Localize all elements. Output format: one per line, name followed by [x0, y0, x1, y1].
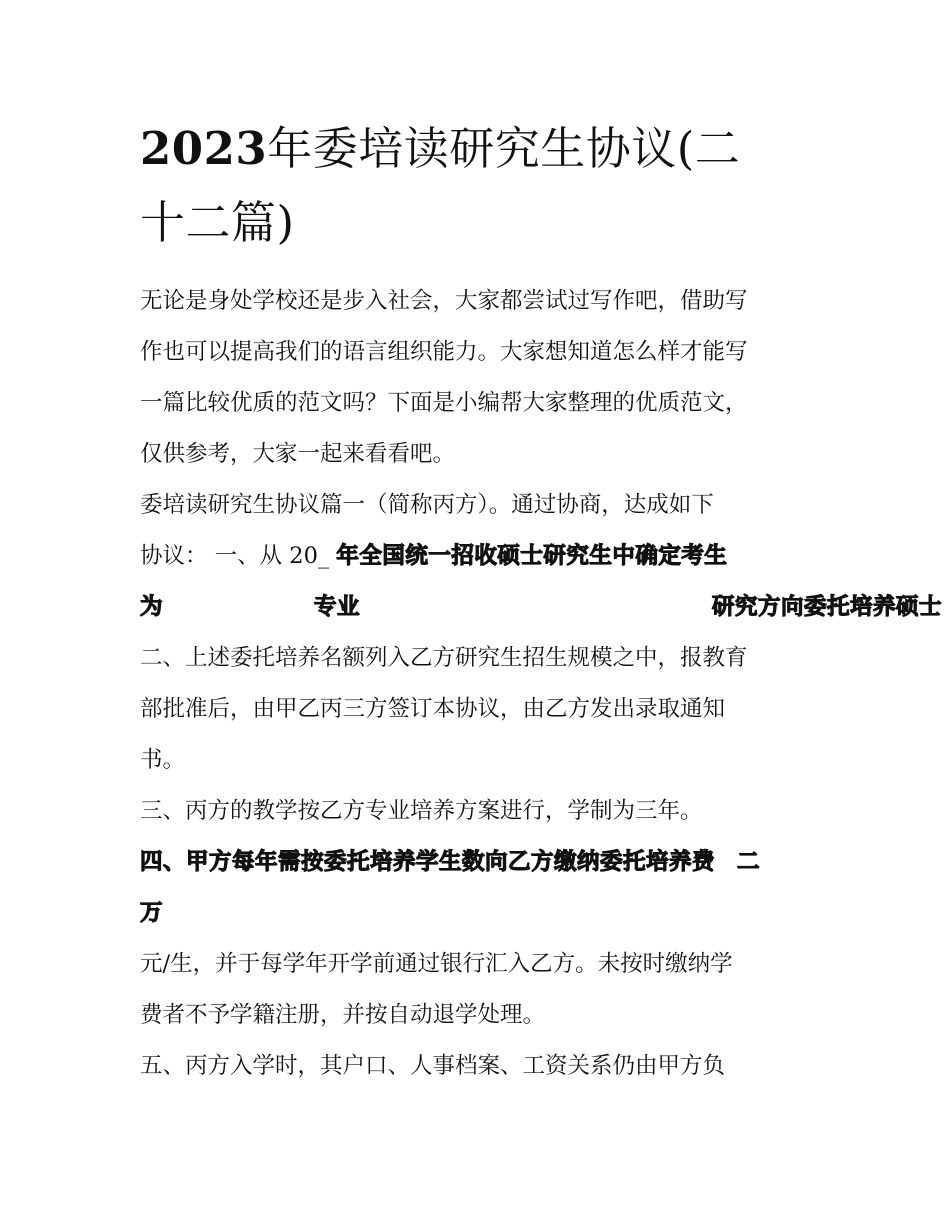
clause-2-line-3: 书。 [140, 747, 186, 773]
clause-1-prefix: 协议： 一、从 20_ [140, 543, 337, 569]
intro-line-2: 作也可以提高我们的语言组织能力。大家想知道怎么样才能写 [140, 339, 748, 365]
intro-line-4: 仅供参考，大家一起来看看吧。 [140, 441, 456, 467]
clause-4-line-2 [140, 888, 820, 939]
title-line-2: 十二篇) [140, 196, 295, 249]
agreement-heading-line: 委培读研究生协议篇一（简称丙方）。通过协商，达成如下 [140, 492, 714, 518]
clause-2-line-1: 二、上述委托培养名额列入乙方研究生招生规模之中，报教育 [140, 645, 748, 671]
clause-4-line-4: 费者不予学籍注册，并按自动退学处理。 [140, 1002, 546, 1028]
agreement-clause-1-line [140, 531, 820, 582]
fill-word-research-direction: 研究方向委托培养硕士 [712, 594, 943, 620]
clause-5-line: 五、丙方入学时，其户口、人事档案、工资关系仍由甲方负 [140, 1053, 726, 1079]
clause-4-line-3: 元/生，并于每学年开学前通过银行汇入乙方。未按时缴纳学 [140, 951, 733, 977]
clause-2-line-2: 部批准后，由甲乙丙三方签订本协议，由乙方发出录取通知 [140, 696, 726, 722]
title-year: 2023 [140, 122, 268, 175]
intro-line-1: 无论是身处学校还是步入社会，大家都尝试过写作吧，借助写 [140, 288, 748, 314]
title-line-1-text: 年委培读研究生协议(二 [267, 122, 741, 175]
agreement-fill-line [140, 582, 950, 633]
title-line-1 [140, 122, 740, 175]
clause-4-outline-text: 四、甲方每年需按委托培养学生数向乙方缴纳委托培养费 [140, 849, 716, 875]
clause-4-line-1 [140, 837, 820, 888]
fill-word-wei: 为 [140, 594, 164, 620]
clause-3-line: 三、丙方的教学按乙方专业培养方案进行，学制为三年。 [140, 798, 703, 824]
document-body [140, 276, 943, 1092]
clause-4-amount-wan: 万 [140, 900, 164, 926]
intro-line-3: 一篇比较优质的范文吗？下面是小编帮大家整理的优质范文， [140, 390, 748, 416]
document-title [140, 112, 820, 260]
fill-word-major: 专业 [314, 594, 361, 620]
clause-1-outline-text: 年全国统一招收硕士研究生中确定考生 [336, 543, 728, 569]
clause-4-amount-er: 二 [737, 849, 761, 875]
